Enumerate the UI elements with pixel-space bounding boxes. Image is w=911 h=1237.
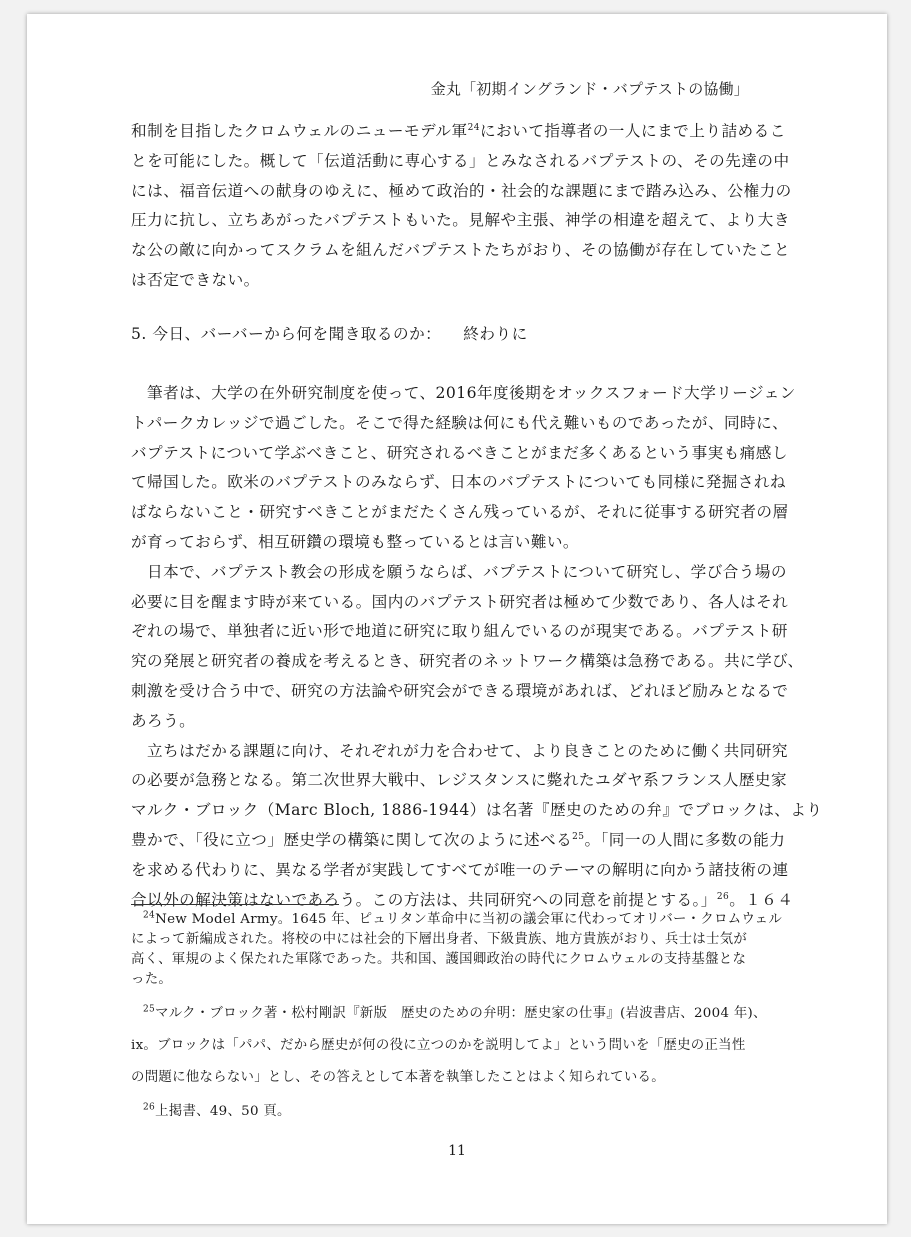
- footnote-text: マルク・ブロック著・松村剛訳『新版 歴史のための弁明：歴史家の仕事』(岩波書店、2004 年)、: [155, 1006, 767, 1021]
- footnote-24: [131, 910, 791, 990]
- intro-line: [131, 236, 791, 266]
- body-line: [131, 468, 791, 498]
- section-subtitle: 終わりに: [463, 325, 528, 343]
- text-run: には、福音伝道への献身のゆえに、極めて政治的・社会的な課題にまで踏み込み、公権力の: [131, 181, 792, 200]
- text-run: は否定できない。: [131, 270, 260, 289]
- intro-line: [131, 117, 786, 147]
- text-run: を求める代わりに、異なる学者が実践してすべてが唯一のテーマの解明に向かう諸技術の連: [131, 860, 789, 879]
- section-title: 今日、バーバーから何を聞き取るのか：: [152, 325, 442, 343]
- footnote-ref[interactable]: 24: [467, 122, 481, 133]
- footnote-divider: [131, 904, 339, 905]
- footnote-text: の問題に他ならない」とし、その答えとして本著を執筆したことはよく知られている。: [131, 1070, 665, 1085]
- text-run: て帰国した。欧米のバプテストのみならず、日本のバプテストについても同様に発掘されね: [131, 473, 786, 492]
- intro-line: [131, 147, 790, 177]
- footnote-26: [131, 1102, 791, 1122]
- footnote-ref[interactable]: 25: [572, 831, 585, 842]
- body-line: [131, 498, 791, 528]
- text-run: が育っておらず、相互研鑽の環境も整っているとは言い難い。: [131, 532, 579, 551]
- body-line: [131, 528, 791, 558]
- footnote-line: [131, 930, 791, 950]
- text-run: 。「同一の人間に多数の能力: [584, 830, 786, 849]
- body-line: [131, 737, 791, 767]
- body-line: [131, 677, 791, 707]
- body-line: [131, 617, 791, 647]
- body-line: [131, 379, 796, 409]
- body-line: [131, 796, 823, 826]
- body-line: [131, 558, 791, 588]
- footnote-line: [131, 910, 791, 930]
- intro-line: [131, 266, 786, 296]
- text-run: ぞれの場で、単独者に近い形で地道に研究に取り組んでいるのが現実である。バプテスト研: [131, 622, 788, 641]
- footnote-line: [131, 1030, 791, 1062]
- footnote-number: 26: [143, 1102, 156, 1113]
- text-run: 日本で、バプテスト教会の形成を願うならば、バプテストについて研究し、学び合う場の: [131, 562, 787, 581]
- text-run: な公の敵に向かってスクラムを組んだバプテストたちがおり、その協働が存在していたこと: [131, 241, 791, 260]
- footnote-text: った。: [131, 972, 173, 987]
- text-run: 和制を目指したクロムウェルのニューモデル軍: [131, 122, 468, 140]
- text-run: マルク・ブロック（Marc Bloch, 1886-1944）は名著『歴史のための弁』でブロックは、より: [131, 801, 823, 820]
- text-run: の必要が急務となる。第二次世界大戦中、レジスタンスに斃れたユダヤ系フランス人歴史家: [131, 771, 788, 790]
- footnote-text: によって新編成された。将校の中には社会的下層出身者、下級貴族、地方貴族がおり、兵士は士気が: [131, 932, 748, 947]
- body-line: [131, 647, 804, 677]
- section-body: [131, 379, 823, 915]
- body-line: [131, 409, 791, 439]
- footnote-text: 上掲書、49、50 頁。: [155, 1104, 291, 1119]
- text-run: とを可能にした。概して「伝道活動に専心する」とみなされるバプテストの、その先達の中: [131, 151, 790, 170]
- body-line: [131, 707, 791, 737]
- text-run: 豊かで、「役に立つ」歴史学の構築に関して次のように述べる: [131, 830, 573, 849]
- footnote-line: [131, 1062, 791, 1094]
- intro-line: [131, 177, 792, 207]
- intro-paragraph: [131, 117, 792, 296]
- text-run: あろう。: [131, 711, 196, 730]
- body-line: [131, 588, 791, 618]
- footnote-text: 高く、軍規のよく保たれた軍隊であった。共和国、護国卿政治の時代にクロムウェルの支持基盤とな: [131, 952, 747, 967]
- document-page: [27, 14, 887, 1224]
- text-run: 圧力に抗し、立ちあがったバプテストもいた。見解や主張、神学の相違を超えて、より大き: [131, 211, 790, 230]
- footnote-number: 25: [143, 1004, 156, 1015]
- footnote-line: [131, 950, 791, 970]
- section-heading: [131, 322, 528, 344]
- text-run: 合以外の解決策はないであろう。この方法は、共同研究への同意を前提とする。」: [131, 890, 717, 909]
- running-header: 金丸「初期イングランド・バプテストの協働」: [430, 80, 749, 98]
- body-line: [131, 439, 791, 469]
- footnote-number: 24: [143, 910, 156, 921]
- footnote-text: New Model Army。1645 年、ピュリタン革命中に当初の議会軍に代わってオリバー・クロムウェル: [155, 912, 783, 927]
- body-line: [131, 766, 791, 796]
- body-line: [131, 826, 791, 856]
- text-run: 究の発展と研究者の養成を考えるとき、研究者のネットワーク構築は急務である。共に学び、: [131, 652, 804, 671]
- text-run: ばならないこと・研究すべきことがまだたくさん残っているが、それに従事する研究者の層: [131, 503, 789, 522]
- text-run: 刺激を受け合う中で、研究の方法論や研究会ができる環境があれば、どれほど励みとなるで: [131, 681, 789, 700]
- text-run: バプテストについて学ぶべきこと、研究されるべきことがまだ多くあるという事実も痛感し: [131, 443, 788, 462]
- footnote-ref[interactable]: 26: [716, 891, 730, 902]
- footnote-text: ix。ブロックは「パパ、だから歴史が何の役に立つのかを説明してよ」という問いを「歴史の正当性: [131, 1038, 746, 1053]
- intro-line: [131, 206, 790, 236]
- text-run: 。１６４: [729, 890, 794, 909]
- page-number: 11: [448, 1143, 466, 1159]
- text-run: 筆者は、大学の在外研究制度を使って、2016年度後期をオックスフォード大学リージェン: [131, 384, 796, 402]
- text-run: トパークカレッジで過ごした。そこで得た経験は何にも代え難いものであったが、同時に、: [131, 413, 789, 432]
- footnote-25: [131, 998, 791, 1094]
- section-number: 5.: [131, 325, 147, 343]
- footnote-line: [131, 970, 791, 990]
- text-run: 必要に目を醒ます時が来ている。国内のバプテスト研究者は極めて少数であり、各人はそれ: [131, 592, 789, 611]
- footnote-line: [131, 1102, 791, 1122]
- text-run: において指導者の一人にまで上り詰めるこ: [480, 122, 786, 140]
- footnotes: [131, 910, 791, 1130]
- body-line: [131, 856, 791, 886]
- text-run: 立ちはだかる課題に向け、それぞれが力を合わせて、より良きことのために働く共同研究: [131, 741, 788, 760]
- footnote-line: [131, 998, 791, 1030]
